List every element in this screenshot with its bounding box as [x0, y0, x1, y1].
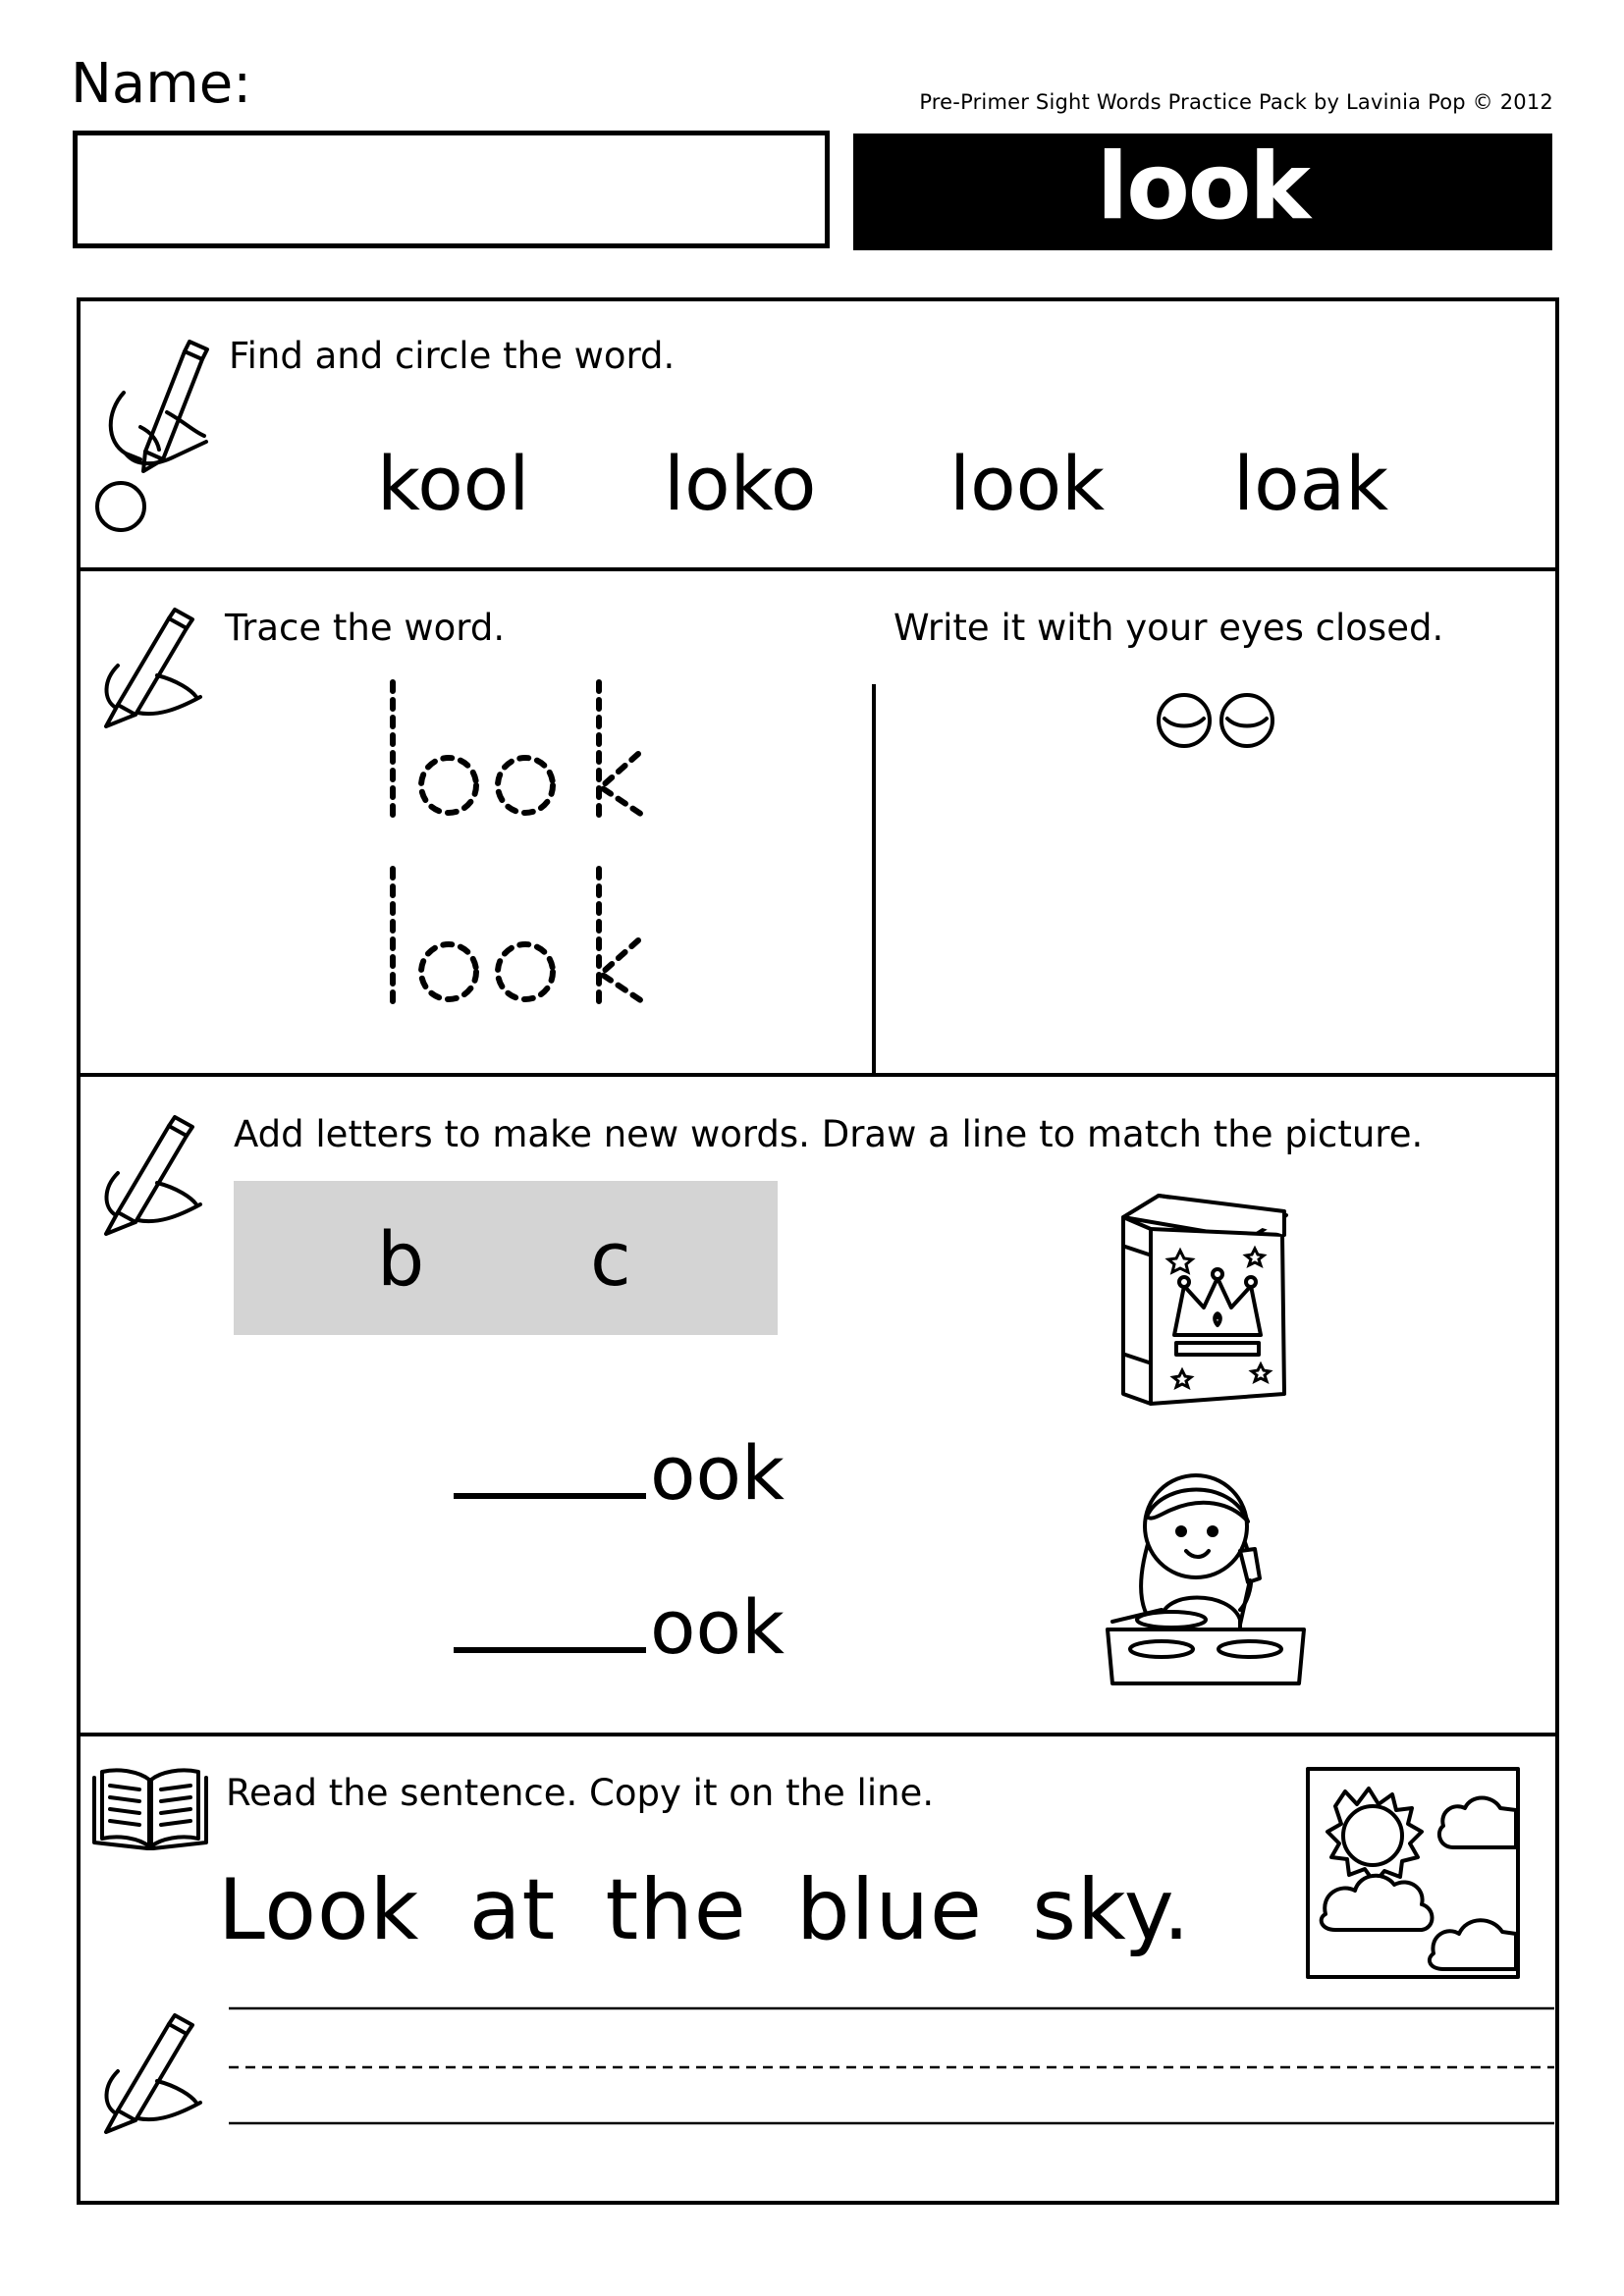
find-instruction: Find and circle the word.	[229, 335, 676, 377]
sentence-instruction: Read the sentence. Copy it on the line.	[226, 1772, 935, 1814]
book-icon[interactable]	[1111, 1188, 1293, 1409]
blank-word[interactable]	[454, 1583, 785, 1671]
letter-bank	[234, 1181, 778, 1335]
letter-blank[interactable]	[454, 1493, 646, 1499]
add-letters-instruction: Add letters to make new words. Draw a line to match the picture.	[234, 1113, 1424, 1155]
sight-word-banner: look	[853, 133, 1552, 250]
pencil-hand-icon	[86, 334, 214, 535]
trace-instruction: Trace the word.	[225, 607, 506, 649]
model-sentence: Look at the blue sky.	[218, 1861, 1191, 1959]
bank-letter: b	[377, 1215, 425, 1303]
section-divider	[77, 1733, 1559, 1736]
pencil-hand-icon	[98, 2012, 206, 2135]
word-choice[interactable]: kool	[377, 440, 530, 527]
pencil-hand-icon	[98, 607, 206, 729]
closed-eyes-icon	[1155, 691, 1278, 750]
trace-word	[385, 677, 679, 844]
pencil-hand-icon	[98, 1114, 206, 1237]
sun-and-clouds-icon[interactable]	[1306, 1767, 1520, 1979]
word-choice[interactable]: loak	[1233, 440, 1389, 527]
section-divider	[77, 1073, 1559, 1077]
column-divider	[872, 684, 876, 1075]
trace-word	[385, 864, 679, 1031]
handwriting-lines[interactable]	[229, 2002, 1554, 2130]
letter-blank[interactable]	[454, 1647, 646, 1653]
name-label: Name:	[71, 52, 252, 116]
blank-word[interactable]	[454, 1429, 785, 1517]
girl-cooking-icon[interactable]	[1093, 1463, 1319, 1698]
name-field[interactable]	[73, 131, 830, 248]
word-ending: ook	[650, 1429, 785, 1517]
open-book-icon	[90, 1764, 210, 1857]
word-ending: ook	[650, 1583, 785, 1671]
word-choice[interactable]: look	[949, 440, 1106, 527]
eyes-closed-instruction: Write it with your eyes closed.	[893, 607, 1444, 649]
credit-text: Pre-Primer Sight Words Practice Pack by Lavinia Pop © 2012	[919, 90, 1553, 114]
word-choice[interactable]: loko	[664, 440, 817, 527]
bank-letter: c	[590, 1215, 631, 1303]
section-divider	[77, 567, 1559, 571]
